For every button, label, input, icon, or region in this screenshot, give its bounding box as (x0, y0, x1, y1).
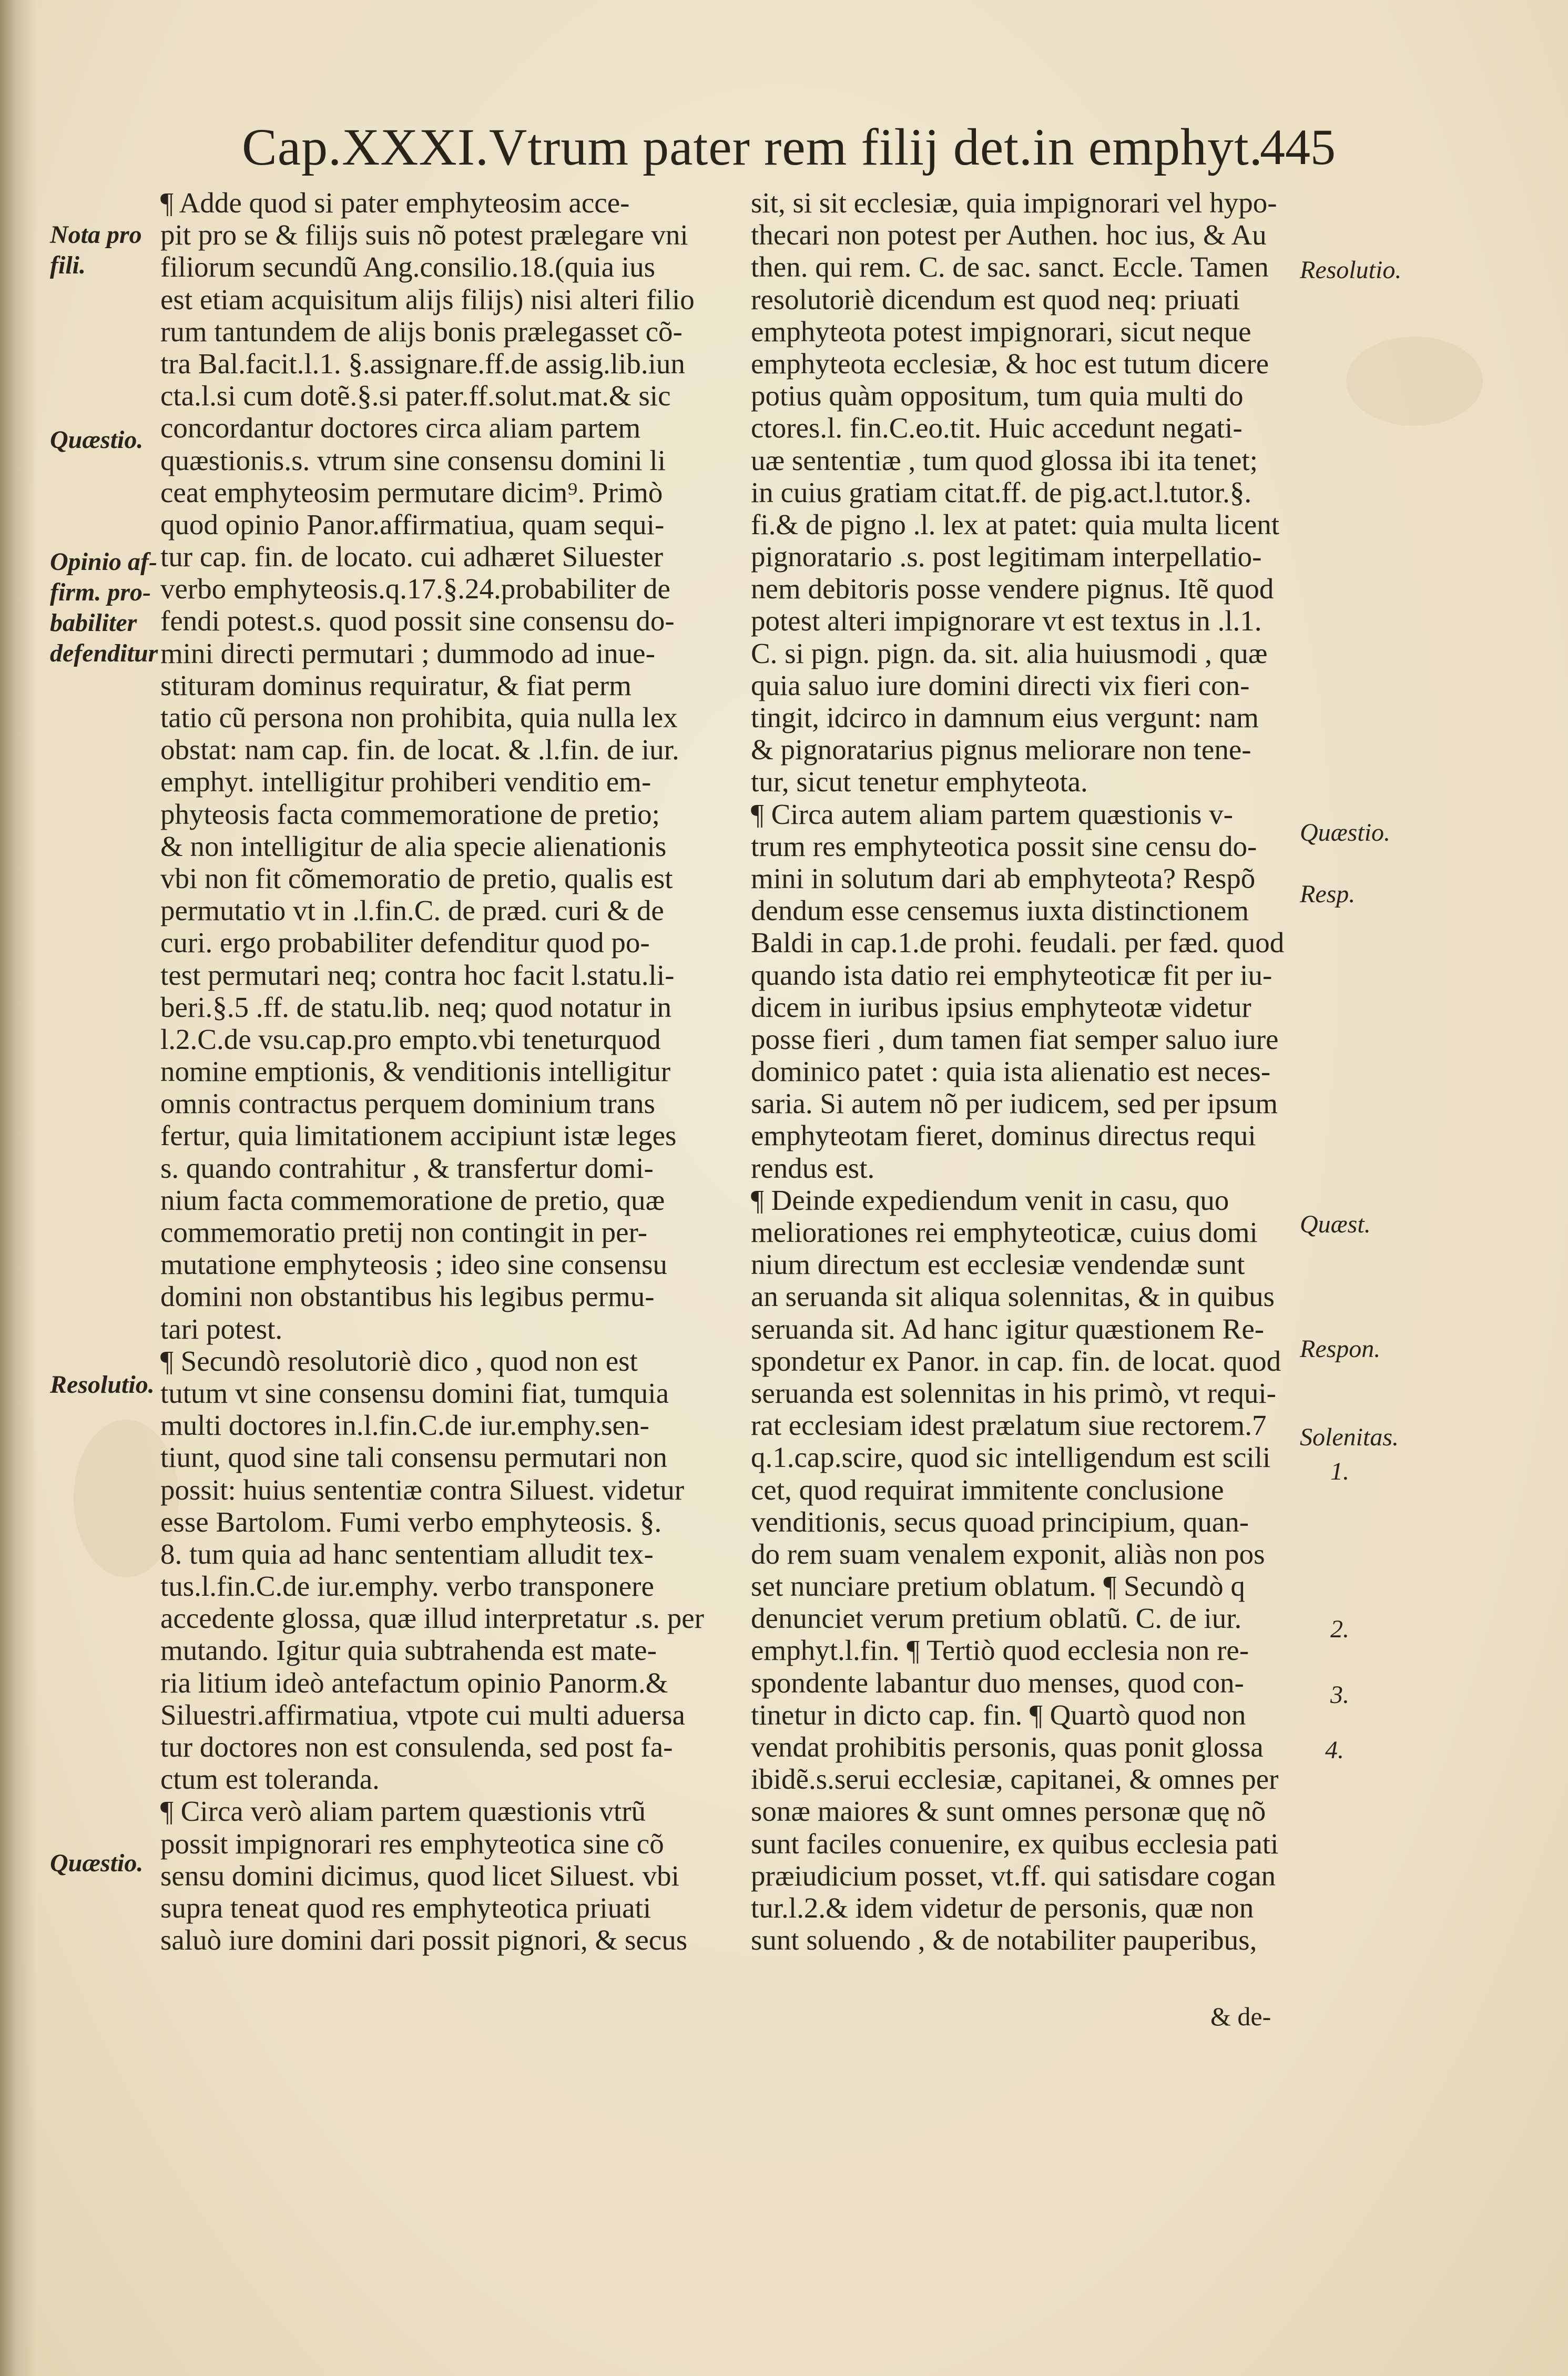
text-line: spondente labantur duo menses, quod con- (751, 1666, 1244, 1699)
text-line: mini in solutum dari ab emphyteota? Respõ (751, 862, 1256, 894)
page-number: 445 (1260, 119, 1336, 175)
text-line: Baldi in cap.1.de prohi. feudali. per fæd. quod (751, 926, 1285, 959)
text-line: dendum esse censemus iuxta distinctionem (751, 894, 1249, 927)
text-line: sunt faciles conuenire, ex quibus ecclesia pati (751, 1827, 1279, 1860)
text-line: stituram dominus requiratur, & fiat perm (160, 669, 632, 701)
text-line: esse Bartolom. Fumi verbo emphyteosis. §. (160, 1505, 662, 1538)
text-line: beri.§.5 .ff. de statu.lib. neq; quod notatur in (160, 991, 672, 1023)
text-line: accedente glossa, quæ illud interpretatur .s. per (160, 1602, 704, 1635)
margin-note-resolutio (50, 1370, 155, 1400)
margin-note-opinio (50, 547, 158, 669)
text-line: C. si pign. pign. da. sit. alia huiusmodi , quæ (751, 637, 1268, 669)
text-line: permutatio vt in .l.fin.C. de præd. curi & de (160, 894, 664, 927)
margin-note-number (1330, 1456, 1349, 1487)
margin-note-line: 2. (1330, 1615, 1349, 1643)
text-line: tra Bal.facit.l.1. §.assignare.ff.de assig.lib.iun (160, 347, 685, 380)
margin-note-quaestio (50, 425, 143, 455)
margin-note-line: 4. (1325, 1736, 1344, 1764)
text-line: omnis contractus perquem dominium trans (160, 1087, 655, 1120)
text-line: fertur, quia limitationem accipiunt istæ leges (160, 1119, 677, 1152)
text-line: emphyt.l.fin. ¶ Tertiò quod ecclesia non re- (751, 1634, 1249, 1667)
text-line: præiudicium posset, vt.ff. qui satisdare cogan (751, 1859, 1276, 1892)
text-line: quæstionis.s. vtrum sine consensu domini li (160, 444, 666, 476)
margin-note-resp (1300, 879, 1355, 910)
text-line: ¶ Circa verò aliam partem quæstionis vtrũ (160, 1795, 646, 1828)
text-line: emphyteota ecclesiæ, & hoc est tutum dicere (751, 347, 1269, 380)
catchword: & de- (1210, 2002, 1271, 2031)
margin-note-line: firm. pro- (50, 578, 151, 606)
right-text-column (751, 187, 1287, 1956)
text-line: pit pro se & filijs suis nõ potest prælegare vni (160, 219, 688, 251)
text-line: obstat: nam cap. fin. de locat. & .l.fin. de iur. (160, 733, 679, 766)
margin-note-line: Quæst. (1300, 1210, 1371, 1238)
margin-note-line: fili. (50, 251, 86, 279)
text-line: domini non obstantibus his legibus permu- (160, 1280, 655, 1313)
text-line: sunt soluendo , & de notabiliter pauperibus, (751, 1924, 1257, 1956)
margin-note-line: 1. (1330, 1457, 1349, 1485)
text-line: nium facta commemoratione de pretio, quæ (160, 1184, 665, 1216)
text-line: saluò iure domini dari possit pignori, & secus (160, 1924, 688, 1956)
text-line: multi doctores in.l.fin.C.de iur.emphy.sen- (160, 1409, 649, 1442)
text-line: tur.l.2.& idem videtur de personis, quæ non (751, 1891, 1254, 1924)
margin-note-line: defenditur (50, 639, 158, 667)
text-line: dominico patet : quia ista alienatio est neces- (751, 1055, 1271, 1088)
text-line: nium directum est ecclesiæ vendendæ sunt (751, 1248, 1245, 1281)
text-line: seruanda est solennitas in his primò, vt requi- (751, 1376, 1276, 1409)
text-line: rum tantundem de alijs bonis prælegasset cõ- (160, 315, 683, 348)
text-line: uæ sententiæ , tum quod glossa ibi ita tenet; (751, 444, 1258, 476)
text-line: vbi non fit cõmemoratio de pretio, qualis est (160, 862, 673, 894)
text-line: ceat emphyteosim permutare dicim⁹. Primò (160, 476, 663, 508)
text-line: quia saluo iure domini directi vix fieri con- (751, 669, 1250, 701)
text-line: cta.l.si cum dotẽ.§.si pater.ff.solut.mat.& sic (160, 380, 671, 412)
text-line: possit: huius sententiæ contra Siluest. videtur (160, 1473, 685, 1506)
margin-note-number (1325, 1735, 1344, 1766)
text-line: ¶ Deinde expediendum venit in casu, quo (751, 1184, 1229, 1216)
text-line: & pignoratarius pignus meliorare non tene- (751, 733, 1251, 766)
margin-note-line: Quæstio. (1300, 819, 1391, 847)
text-line: concordantur doctores circa aliam partem (160, 412, 641, 444)
text-line: tari potest. (160, 1312, 283, 1345)
text-line: possit impignorari res emphyteotica sine cõ (160, 1827, 664, 1860)
margin-note-line: Resolutio. (50, 1371, 155, 1399)
text-line: s. quando contrahitur , & transfertur domi- (160, 1151, 654, 1184)
text-line: rendus est. (751, 1151, 875, 1184)
text-line: tiunt, quod sine tali consensu permutari non (160, 1441, 667, 1474)
text-line: tur cap. fin. de locato. cui adhæret Siluester (160, 541, 664, 573)
text-line: tinetur in dicto cap. fin. ¶ Quartò quod non (751, 1698, 1246, 1731)
text-line: posse fieri , dum tamen fiat semper saluo iure (751, 1023, 1279, 1055)
left-text-column (160, 187, 705, 1956)
chapter-title: Cap.XXXI.Vtrum pater rem filij det.in emphyt. (242, 118, 1263, 176)
text-line: ibidẽ.s.serui ecclesiæ, capitanei, & omnes per (751, 1763, 1279, 1796)
margin-note-quaest (1300, 1209, 1371, 1240)
text-line: resolutoriè dicendum est quod neq: priuati (751, 283, 1240, 315)
margin-note-line: Resp. (1300, 880, 1356, 908)
text-line: ¶ Circa autem aliam partem quæstionis v- (751, 798, 1233, 830)
text-line: tus.l.fin.C.de iur.emphy. verbo transponere (160, 1570, 654, 1603)
text-line: denunciet verum pretium oblatũ. C. de iur. (751, 1602, 1242, 1635)
text-line: in cuius gratiam citat.ff. de pig.act.l.tutor.§. (751, 476, 1252, 508)
margin-note-respon (1300, 1334, 1380, 1364)
text-line: phyteosis facta commemoratione de pretio; (160, 798, 660, 830)
margin-note-line: Opinio af- (50, 548, 157, 576)
binding-gutter-shadow (0, 0, 37, 2376)
text-line: cet, quod requirat immitente conclusione (751, 1473, 1224, 1506)
text-line: mutando. Igitur quia subtrahenda est mate- (160, 1634, 657, 1667)
text-line: est etiam acquisitum alijs filijs) nisi alteri filio (160, 283, 695, 315)
paper-stain (1346, 336, 1483, 426)
margin-note-line: Solenitas. (1300, 1423, 1399, 1451)
text-line: tutum vt sine consensu domini fiat, tumquia (160, 1376, 669, 1409)
running-header (242, 116, 1336, 179)
text-line: seruanda sit. Ad hanc igitur quæstionem Re- (751, 1312, 1265, 1345)
text-line: emphyteotam fieret, dominus directus requi (751, 1119, 1256, 1152)
margin-note-line: Resolutio. (1300, 256, 1402, 284)
text-line: potest alteri impignorare vt est textus in .l.1. (751, 605, 1262, 637)
margin-note-line: Quæstio. (50, 1849, 144, 1877)
text-line: sensu domini dicimus, quod licet Siluest. vbi (160, 1859, 679, 1892)
margin-note-line: Quæstio. (50, 426, 144, 454)
margin-note-quaestio (1300, 818, 1390, 848)
text-line: tingit, idcirco in damnum eius vergunt: nam (751, 701, 1259, 733)
text-line: fendi potest.s. quod possit sine consensu do- (160, 605, 675, 637)
text-line: 8. tum quia ad hanc sententiam alludit tex- (160, 1537, 654, 1570)
text-line: trum res emphyteotica possit sine censu do- (751, 830, 1257, 862)
text-line: thecari non potest per Authen. hoc ius, & Au (751, 219, 1267, 251)
text-line: ¶ Adde quod si pater emphyteosim acce- (160, 187, 630, 219)
text-line: meliorationes rei emphyteoticæ, cuius domi (751, 1216, 1258, 1248)
text-line: do rem suam venalem exponit, aliàs non pos (751, 1537, 1265, 1570)
text-line: then. qui rem. C. de sac. sanct. Eccle. Tamen (751, 251, 1269, 283)
text-line: nomine emptionis, & venditionis intelligitur (160, 1055, 671, 1088)
text-line: filiorum secundũ Ang.consilio.18.(quia ius (160, 251, 656, 283)
text-line: ctum est toleranda. (160, 1763, 380, 1796)
text-line: tur, sicut tenetur emphyteota. (751, 766, 1088, 798)
text-line: potius quàm oppositum, tum quia multi do (751, 380, 1244, 412)
text-line: sit, si sit ecclesiæ, quia impignorari vel hypo- (751, 187, 1277, 219)
margin-note-quaestio (50, 1848, 143, 1879)
margin-note-line: Respon. (1300, 1335, 1381, 1363)
margin-note-solenitas (1300, 1422, 1399, 1453)
text-line: an seruanda sit aliqua solennitas, & in quibus (751, 1280, 1275, 1313)
text-line: ria litium ideò antefactum opinio Panorm.& (160, 1666, 668, 1699)
text-line: curi. ergo probabiliter defenditur quod po- (160, 926, 650, 959)
text-line: Siluestri.affirmatiua, vtpote cui multi aduersa (160, 1698, 685, 1731)
text-line: test permutari neq; contra hoc facit l.statu.li- (160, 958, 675, 991)
text-line: pignoratario .s. post legitimam interpellatio- (751, 541, 1262, 573)
text-line: emphyt. intelligitur prohiberi venditio em- (160, 766, 651, 798)
text-line: ¶ Secundò resolutoriè dico , quod non est (160, 1344, 638, 1377)
text-line: l.2.C.de vsu.cap.pro empto.vbi teneturquod (160, 1023, 661, 1055)
margin-note-line: babiliter (50, 609, 137, 637)
text-line: emphyteota potest impignorari, sicut neque (751, 315, 1251, 348)
margin-note-number (1330, 1680, 1349, 1710)
margin-note-number (1330, 1614, 1349, 1645)
text-line: tatio cũ persona non prohibita, quia nulla lex (160, 701, 678, 733)
text-line: tur doctores non est consulenda, sed post fa- (160, 1731, 673, 1763)
text-line: vendat prohibitis personis, quas ponit glossa (751, 1731, 1264, 1763)
text-line: venditionis, secus quoad principium, quan- (751, 1505, 1249, 1538)
text-line: & non intelligitur de alia specie alienationis (160, 830, 667, 862)
text-line: quando ista datio rei emphyteoticæ fit per iu- (751, 958, 1272, 991)
text-line: supra teneat quod res emphyteotica priuati (160, 1891, 651, 1924)
text-line: dicem in iuribus ipsius emphyteotæ videtur (751, 991, 1251, 1023)
text-line: spondetur ex Panor. in cap. fin. de locat. quod (751, 1344, 1281, 1377)
text-line: commemoratio pretij non contingit in per- (160, 1216, 648, 1248)
text-line: quod opinio Panor.affirmatiua, quam sequi- (160, 508, 665, 541)
text-line: mutatione emphyteosis ; ideo sine consensu (160, 1248, 667, 1281)
text-line: mini directi permutari ; dummodo ad inue- (160, 637, 655, 669)
text-line: q.1.cap.scire, quod sic intelligendum est scili (751, 1441, 1271, 1474)
margin-note-nota-pro-filii (50, 220, 142, 281)
margin-note-line: Nota pro (50, 221, 142, 249)
text-line: set nunciare pretium oblatum. ¶ Secundò q (751, 1570, 1245, 1603)
text-line: saria. Si autem nõ per iudicem, sed per ipsum (751, 1087, 1278, 1120)
margin-note-line: 3. (1330, 1681, 1349, 1709)
margin-note-resolutio (1300, 255, 1401, 285)
text-line: nem debitoris posse vendere pignus. Itẽ quod (751, 573, 1274, 605)
text-line: ctores.l. fin.C.eo.tit. Huic accedunt negati- (751, 412, 1243, 444)
text-line: fi.& de pigno .l. lex at patet: quia multa licent (751, 508, 1280, 541)
text-line: verbo emphyteosis.q.17.§.24.probabiliter de (160, 573, 670, 605)
text-line: rat ecclesiam idest prælatum siue rectorem.7 (751, 1409, 1267, 1442)
text-line: sonæ maiores & sunt omnes personæ quę nõ (751, 1795, 1266, 1828)
